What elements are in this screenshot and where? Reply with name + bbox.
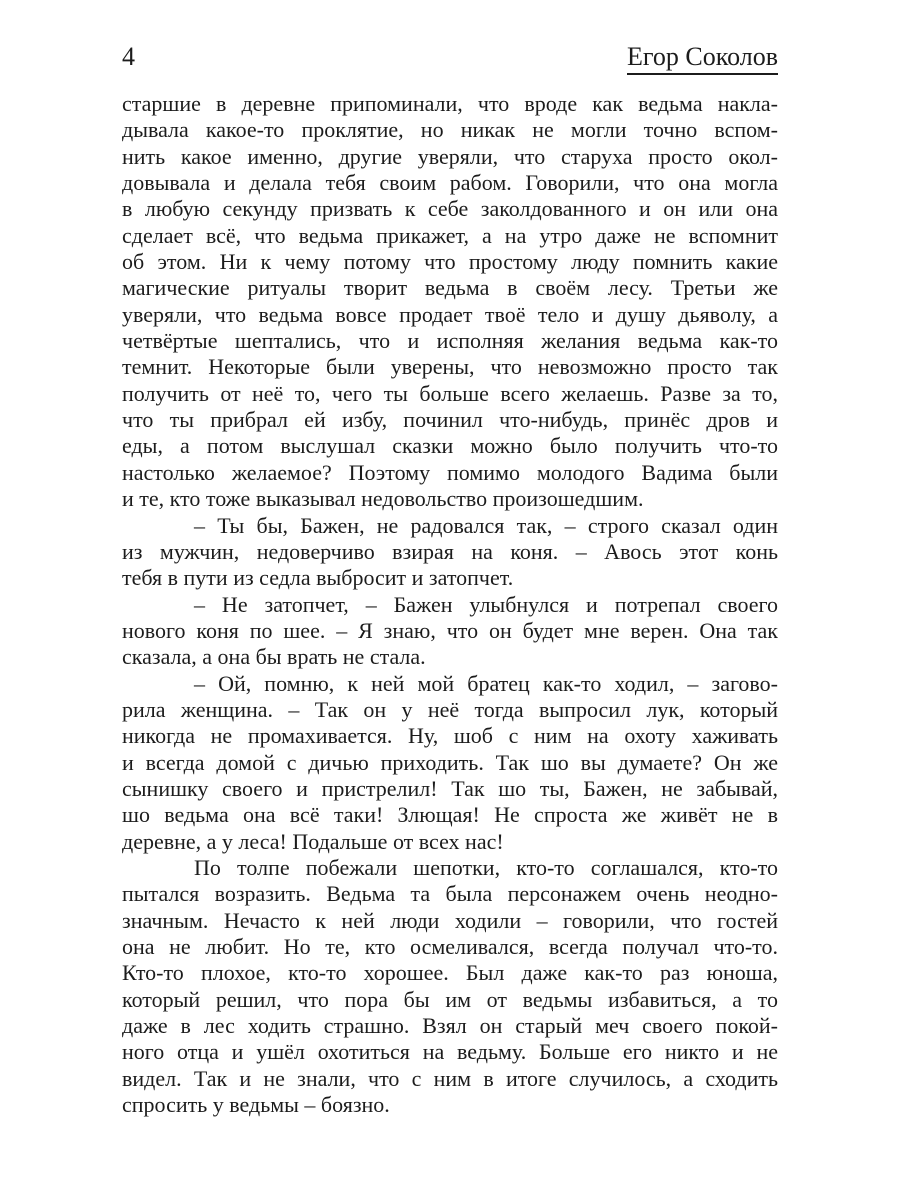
text-line: нового коня по шее. – Я знаю, что он будет мне верен. Она так — [122, 617, 778, 643]
text-line: никогда не промахивается. Ну, шоб с ним на охоту хаживать — [122, 723, 778, 749]
text-line: дывала какое-то проклятие, но никак не могли точно вспом- — [122, 117, 778, 143]
text-line: что ты прибрал ей избу, починил что-нибудь, принёс дров и — [122, 407, 778, 433]
paragraph — [122, 855, 778, 1118]
page-body — [122, 91, 778, 1118]
paragraph — [122, 513, 778, 592]
text-line: четвёртые шептались, что и исполняя желания ведьма как-то — [122, 328, 778, 354]
text-line: сделает всё, что ведьма прикажет, а на утро даже не вспомнит — [122, 222, 778, 248]
page-header — [122, 42, 778, 75]
text-line: ного отца и ушёл охотиться на ведьму. Больше его никто и не — [122, 1039, 778, 1065]
text-line: уверяли, что ведьма вовсе продает твоё тело и душу дьяволу, а — [122, 301, 778, 327]
text-line: получить от неё то, чего ты больше всего желаешь. Разве за то, — [122, 380, 778, 406]
text-line: сказала, а она бы врать не стала. — [122, 644, 426, 670]
text-line: рила женщина. – Так он у неё тогда выпросил лук, который — [122, 696, 778, 722]
text-line: довывала и делала тебя своим рабом. Говорили, что она могла — [122, 170, 778, 196]
text-line: По толпе побежали шепотки, кто-то соглашался, кто-то — [194, 854, 778, 880]
text-line: – Не затопчет, – Бажен улыбнулся и потрепал своего — [194, 591, 778, 617]
text-line: который решил, что пора бы им от ведьмы избавиться, а то — [122, 986, 778, 1012]
text-line: видел. Так и не знали, что с ним в итоге случилось, а сходить — [122, 1065, 778, 1091]
text-line: темнит. Некоторые были уверены, что невозможно просто так — [122, 354, 778, 380]
text-line: и всегда домой с дичью приходить. Так шо вы думаете? Он же — [122, 749, 778, 775]
text-line: из мужчин, недоверчиво взирая на коня. – Авось этот конь — [122, 538, 778, 564]
text-line: магические ритуалы творит ведьма в своём лесу. Третьи же — [122, 275, 778, 301]
text-line: тебя в пути из седла выбросит и затопчет. — [122, 565, 514, 591]
text-line: даже в лес ходить страшно. Взял он старый меч своего покой- — [122, 1013, 778, 1039]
text-line: сынишку своего и пристрелил! Так шо ты, Бажен, не забывай, — [122, 775, 778, 801]
text-line: деревне, а у леса! Подальше от всех нас! — [122, 828, 504, 854]
text-line: еды, а потом выслушал сказки можно было получить что-то — [122, 433, 778, 459]
text-line: спросить у ведьмы – боязно. — [122, 1092, 390, 1118]
text-line: Кто-то плохое, кто-то хорошее. Был даже как-то раз юноша, — [122, 960, 778, 986]
paragraph — [122, 91, 778, 513]
paragraph — [122, 671, 778, 855]
author-running-head: Егор Соколов — [627, 42, 778, 75]
text-line: – Ты бы, Бажен, не радовался так, – строго сказал один — [194, 512, 778, 538]
text-line: пытался возразить. Ведьма та была персонажем очень неодно- — [122, 881, 778, 907]
paragraph — [122, 592, 778, 671]
text-line: старшие в деревне припоминали, что вроде как ведьма накла- — [122, 91, 778, 116]
text-line: значным. Нечасто к ней люди ходили – говорили, что гостей — [122, 907, 778, 933]
text-line: шо ведьма она всё таки! Злющая! Не спроста же живёт не в — [122, 802, 778, 828]
text-line: в любую секунду призвать к себе заколдованного и он или она — [122, 196, 778, 222]
text-line: нить какое именно, другие уверяли, что старуха просто окол- — [122, 143, 778, 169]
text-line: и те, кто тоже выказывал недовольство произошедшим. — [122, 486, 644, 512]
text-line: настолько желаемое? Поэтому помимо молодого Вадима были — [122, 459, 778, 485]
text-line: – Ой, помню, к ней мой братец как-то ходил, – загово- — [194, 670, 778, 696]
text-line: об этом. Ни к чему потому что простому люду помнить какие — [122, 249, 778, 275]
page-number: 4 — [122, 42, 136, 71]
text-line: она не любит. Но те, кто осмеливался, всегда получал что-то. — [122, 934, 778, 959]
